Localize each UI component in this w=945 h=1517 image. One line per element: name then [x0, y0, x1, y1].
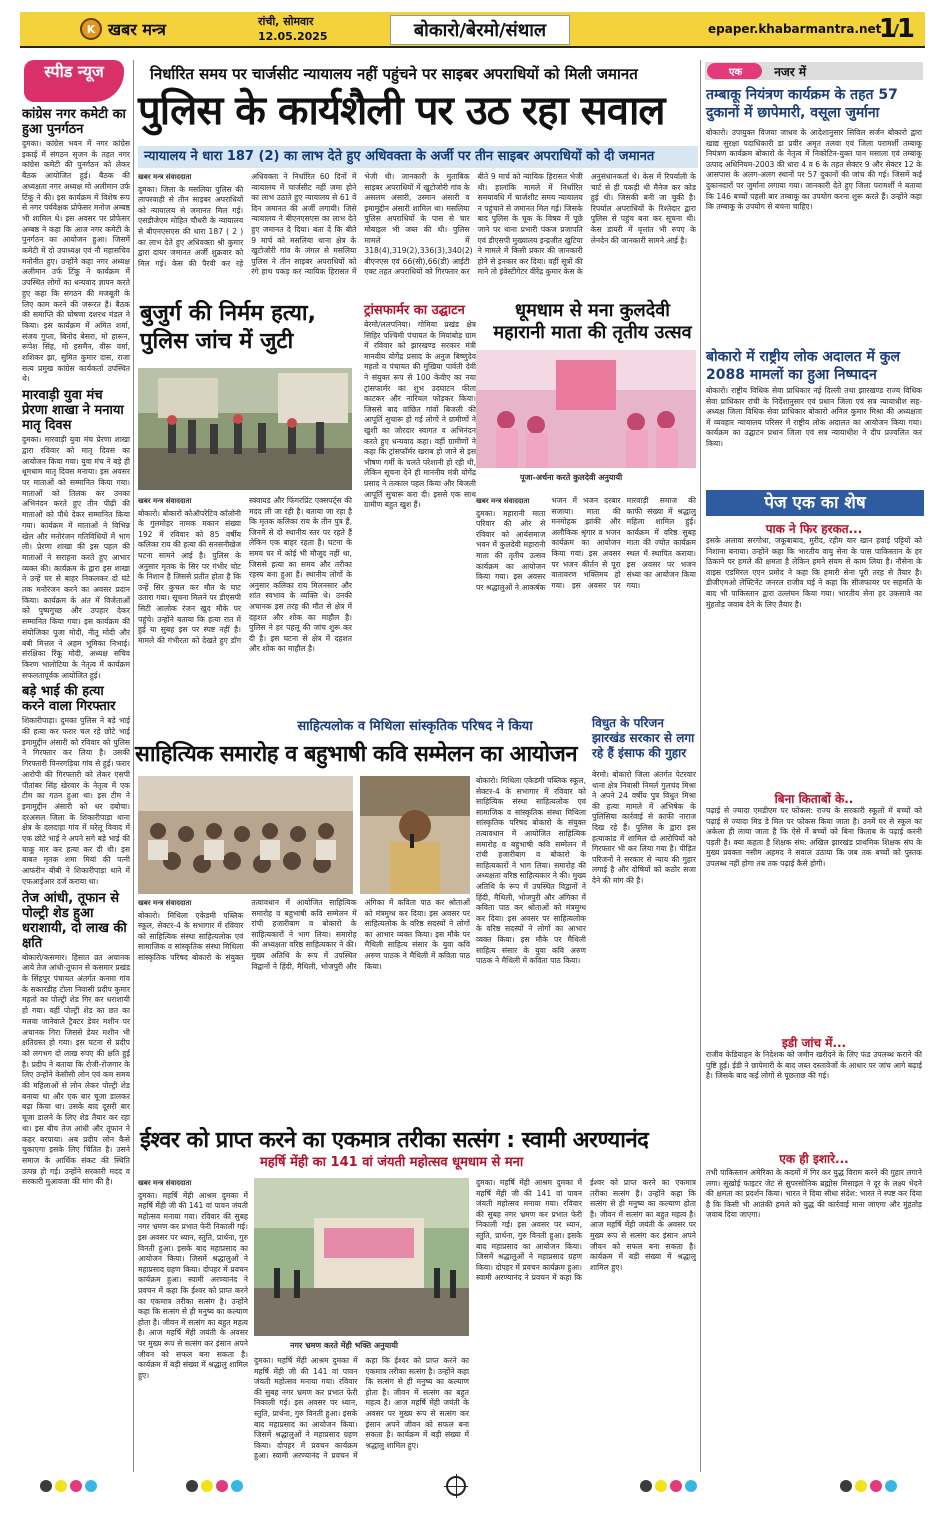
kuldevi-body	[476, 496, 696, 701]
sahitya-body-right: बोकारो। मिथिला एकेडमी पब्लिक स्कूल, सेक्टर-4 के सभागार में रविवार को साहित्यिक संस्था साहित्यलोक एवं सामाजिक व सांस्कृतिक संस्था मिथिला सांस्कृतिक परिषद बोकारो के संयुक्त तत्वावधान में आयोजित साहित्यिक समारोह व बहुभाषी कवि सम्मेलन में रांची हजारीबाग व बोकारो के साहित्यकारों ने भाग लिया। समारोह की अध्यक्षता वरिष्ठ साहित्यकार ने की। मुख्य अतिथि के रूप में उपस्थित विद्वानों ने हिंदी, मैथिली, भोजपुरी और अंगिका में कविता पाठ कर श्रोताओं को मंत्रमुग्ध कर दिया। इस अवसर पर साहित्यलोक के वरिष्ठ सदस्यों ने लोगों का आभार व्यक्त किया। इस मौके पर मैथिली साहित्य संसार के युवा कवि अरुण पाठक ने मैथिली में कविता पाठ किया।	[476, 776, 586, 966]
tobacco-body: बोकारो। उपायुक्त विजया जाधव के आदेशानुसार सिविल सर्जन बोकारो द्वारा खाद्य सुरक्षा पदाधिकारी डा प्रवीर अमृत तलवा एवं जिला परामर्शी तम्बाकू नियंत्रण कार्यक्रम बोकारो के नेतृत्व में निकोटिन-युक्त पान मसाला एवं तम्बाकू उत्पाद अधिनियम-2003 की धारा 4 व 6 के तहत सेक्टर 9 और सेक्टर 12 के आसपास के अलग-अलग स्थानों पर 57 दुकानों की जांच की गई। जिसमें कई दुकानदारों पर जुर्माना लगाया गया। जानकारी देते हुए जिला परामर्शी ने बताया कि 146 बच्चों पहली बार तम्बाकू का उपयोग करना शुरू करते हैं। उन्होंने कहा कि तम्बाकू के उपयोग से बचना चाहिए।	[706, 128, 922, 212]
murder-scene-image	[138, 368, 352, 490]
page-ek-shesh-banner: पेज एक का शेष	[706, 490, 924, 516]
satsang-text: दुमका। महर्षि मेंही आश्रम दुमका में महर्षि मेंही जी की 141 वां पावन जंयती महोत्सव मनाया गया। रविवार की सुबह नगर भ्रमण कर प्रभात फेरी निकाली गई। इस अवसर पर ध्यान, स्तुति, प्रार्थना, गुरु विनती हुआ। इसके बाद महाप्रसाद का आयोजन किया। जिसमें श्रद्धालुओं ने महाप्रसाद ग्रहण किया। दोपहर में प्रवचन कार्यक्रम हुआ। स्वामी अरण्यानंद ने प्रवचन में कहा कि ईश्वर को प्राप्त करने का एकमात्र तरीका सत्संग है। उन्होंने कहा कि सत्संग से ही मनुष्य का कल्याण होता है। जीवन में सत्संग का बहुत महत्व है। आज महर्षि मेंही जयंती के अवसर पर मुख्य रूप से सत्संग कर इंसान अपने जीवन को सफल बना सकता है। कार्यक्रम में बड़ी संख्या में श्रद्धालु शामिल हुए।	[138, 1190, 248, 1380]
byline: खबर मन्त्र संवाददाता	[138, 497, 192, 505]
satsang-photo	[254, 1178, 469, 1336]
lokadalat-body: बोकारो। राष्ट्रीय विधिक सेवा प्राधिकार नई दिल्ली तथा झारखण्ड राज्य विधिक सेवा प्राधिकार रांची के निर्देशानुसार एवं प्रधान जिला एवं सत्र न्यायाधीश सह-अध्यक्ष जिला विधिक सेवा प्राधिकार बोकारो अनिल कुमार मिश्रा की अध्यक्षता में व्यवहार न्यायालय परिसर में राष्ट्रीय लोक अदालत का आयोजन किया गया। कार्यक्रम का उद्घाटन प्रधान जिला एवं सत्र न्यायाधीश ने दीप प्रज्वलित कर किया।	[706, 386, 922, 448]
registration-dot	[855, 1480, 867, 1492]
brand-logo-icon: K	[80, 18, 102, 40]
satsang-headline: ईश्वर को प्राप्त करने का एकमात्र तरीका सत्संग : स्वामी अरण्यानंद	[140, 1128, 649, 1153]
registration-dot	[186, 1480, 198, 1492]
murder-text: बोकारो। बोकारो कोऑपरेटिव कॉलोनी के गुलमोहर नामक मकान संख्या 192 में रविवार को 85 वर्षीय कलिका राय की हत्या की सनसनीखेज घटना सामने आई है। पुलिस के अनुसार मृतक के सिर पर गंभीर चोट के निशान है जिससे प्रतीत होता है कि उन्हें सिर कुचल कर मौत के घाट उतारा गया। सूचना मिलने पर डीएसपी सिटी आलोक रंजन खुद मौके पर पहुंचे। उन्होंने बताया कि हत्या रात में हुई या सुबह इस पर स्पष्ट नहीं है। मामले की गंभीरता को देखते हुए डॉग स्क्वायड और फिंगरप्रिंट एक्सपर्ट्स की मदद ली जा रही है। बताया जा रहा है कि मृतक कलिका राय के तीन पुत्र हैं, जिनमें से दो स्थानीय स्तर पर रहते हैं लेकिन एक बाहर रहता है। घटना के समय घर में कोई भी मौजूद नहीं था, जिससे हत्या का समय और तरीका रहस्य बना हुआ है। स्थानीय लोगों के अनुसार कलिका राय मिलनसार और शांत स्वभाव के व्यक्ति थे। उनकी अचानक इस तरह की मौत से क्षेत्र में दहशत और शोक का माहौल है। पुलिस ने हर पहलू की जांच शुरू कर दी है। इस घटना से क्षेत्र में दहशत और शोक का माहौल है।	[138, 496, 352, 654]
byline: खबर मन्त्र संवाददाता	[138, 173, 192, 181]
color-registration-left	[40, 1480, 97, 1496]
satsang-body-left	[138, 1178, 248, 1468]
issue-date: 12.05.2025	[258, 30, 328, 43]
registration-dot	[201, 1480, 213, 1492]
column-divider	[700, 60, 701, 1472]
byline: खबर मन्त्र संवाददाता	[138, 1179, 192, 1187]
satsang-body-right: दुमका। महर्षि मेंही आश्रम दुमका में महर्षि मेंही जी की 141 वां पावन जंयती महोत्सव मनाया गया। रविवार की सुबह नगर भ्रमण कर प्रभात फेरी निकाली गई। इस अवसर पर ध्यान, स्तुति, प्रार्थना, गुरु विनती हुआ। इसके बाद महाप्रसाद का आयोजन किया। जिसमें श्रद्धालुओं ने महाप्रसाद ग्रहण किया। दोपहर में प्रवचन कार्यक्रम हुआ। स्वामी अरण्यानंद ने प्रवचन में कहा कि ईश्वर को प्राप्त करने का एकमात्र तरीका सत्संग है। उन्होंने कहा कि सत्संग से ही मनुष्य का कल्याण होता है। जीवन में सत्संग का बहुत महत्व है। आज महर्षि मेंही जयंती के अवसर पर मुख्य रूप से सत्संग कर इंसान अपने जीवन को सफल बना सकता है। कार्यक्रम में बड़ी संख्या में श्रद्धालु शामिल हुए।	[476, 1178, 696, 1283]
masthead-strip	[20, 12, 925, 48]
brand	[20, 18, 166, 40]
kuldevi-text: दुमका। महारानी माता परिवार की ओर से रविवार को आर्यसमाज भवन में कुलदेवी महारानी माता की तृतीय उत्सव कार्यक्रम का आयोजन किया गया। इस अवसर पर श्रद्धालुओं ने आकर्षक भजन में भजन दरबार सजाया। माता की मनमोहक झांकी और अलौकिक श्रृंगार व भजन कार्यक्रम का आयोजन किया गया। इस अवसर पर भजन कीर्तन से पूरा वातावरण भक्तिमय हो गया। इस अवसर पर मारवाड़ी समाज की काफी संख्या में श्रद्धालु महिला शामिल हुई। कार्यक्रम में वरिष्ठ सुबह माता की ज्योत कार्यक्रम स्थल में स्थापित कराया। इस अवसर पर भजन संध्या का आयोजन किया गया।	[476, 496, 696, 592]
sahitya-body-left	[138, 898, 470, 1113]
section-title: बोकारो/बेरमो/संथाल	[390, 15, 570, 45]
transformer-body: बेरमो/ललपनिया। गोमिया प्रखंड क्षेत्र सिहिर पश्चिमी पंचायत के मियांबोड़ ग्राम में रविवार को झारखण्ड सरकार मंत्री मानवीय योगेंद्र प्रसाद के अनुज बिष्णुदेव महतो व पंचायत की मुखिया पार्वती देवी ने संयुक्त रूप से 100 केवीए का नया ट्रांसफार्मर का शुभ उदघाटन फीता काटकर और नारियल फोड़कर किया। जिससे बाद वांछित गांवों बिजली की आपूर्ति सुचारू हो गई लोगों ने ग्रामीणों ने खुशी का जोरदार स्वागत व अभिनंदन करते हुए धन्यवाद कहा। वहीं ग्रामीणों ने कहा कि ट्रांसफॉर्मर खराब हो जाने से इस भीषण गर्मी के चलते परेशानी हो रही थी, लेकिन सूचना देने ही माननीय मंत्री योगेंद्र प्रसाद ने तत्काल पहल किया और बिजली आपूर्ति सुचारू करा दी। इससे एक साथ ग्रामीण बहुत खुश हैं।	[364, 320, 476, 510]
left-story-title: बड़े भाई की हत्या करने वाला गिरफ्तार	[22, 684, 116, 715]
left-news-column	[22, 104, 130, 1474]
registration-dot	[670, 1480, 682, 1492]
speed-news-badge: स्पीड न्यूज	[24, 60, 124, 102]
registration-crosshair-icon	[446, 1476, 466, 1496]
tobacco-headline: तम्बाकू नियंत्रण कार्यक्रम के तहत 57 दुकानों में छापेमारी, वसूला जुर्माना	[706, 87, 898, 121]
sahitya-photo-audience	[138, 776, 353, 894]
epaper-link[interactable]: epaper.khabarmantra.net	[708, 22, 882, 36]
pak-body: इसके अलावा सरगोधा, जकूबाबाद, मुरीद, रहीम यार खान हवाई पट्टियों को निशाना बनाया। उन्होंने कहा कि भारतीय वायु सेना के पास पाकिस्तान के हर ठिकाने पर हमले की क्षमता है लेकिन हमने संयम से काम लिया है। नौसेना के वाइस एडमिरल एएन प्रमोद ने कहा कि हमारी सेना पूरी तरह से तैयार है। डीजीएमओ लेफ्टिनेंट जनरल राजीव घई ने कहा कि सीजफायर पर सहमति के बाद भी पाकिस्तान द्वारा उल्लंघन किया गया। भारतीय सेना हर उकसावे का मुंहतोड़ जवाब देने के लिए तैयार है।	[706, 536, 922, 609]
color-registration-midleft	[186, 1480, 243, 1496]
column-divider	[133, 60, 134, 1472]
brand-name: खबर मन्त्र	[108, 20, 166, 39]
lead-text: दुमका। जिला के मसलिया पुलिस की लापरवाही से तीन साइबर अपराधियों को न्यायालय से जमानत मिल गई। एसडीजेएम मोहित चौधरी के न्यायालय से बीएनएसएस की धारा 187 ( 2 ) का लाभ देते हुए अधिवक्ता श्री कुमार द्वारा दायर जमानत अर्जी शुक्रवार को मिल गई। केस की पैरवी कर रहे अधिवक्ता ने निर्धारित 60 दिनों में न्यायालय में चार्जसीट नहीं जमा होने का लाभ उठाते हुए न्यायालय से 61 वें दिन जमानत की अर्जी लगायी। जिसे न्यायालय ने बीएनएसएस का लाभ देते हुए जमानत दे दिया। बता दें कि बीते 9 मार्च को मसलिया थाना क्षेत्र के खुटोजोरी गांव के जंगल से मसलिया पुलिस ने तीन साइबर अपराधियों को रंगे हाथ पकड़ कर न्यायिक हिरासत में भेजी थी। जानकारी के मुताबिक साइबर अपराधियों में खुटोजोरी गांव के असलम अंसारी, उस्मान अंसारी व इमामुद्दीन अंसारी शामिल था। मसलिया पुलिस अपराधियों के पास से चार मोबाइल भी जब्त की थी। पुलिस मामले में 318(4),319(2),336(3),340(2) बीएनएस एवं 66(सी),66(डी) आईटी एक्ट तहत अपराधियों को गिरफ्तार कर बीते 9 मार्च को न्यायिक हिरासत भेजी थी। हालांकि मामले में निर्धारित समयावधि में चार्जशीट समय न्यायालय न पहुंचाने से जमानत मिल गई। जिसके बाद पुलिस के चूक के विषय में पूछे जाने पर थाना प्रभारी पंकज प्रजापति एवं डीएसपी मुख्यालय इन्द्रजीत खुटिया ने मामले में किसी प्रकार की जानकारी होने से इनकार कर दिया। वहीं सूत्रों की माने तो इंवेस्टीगेटर वीरेंद्र कुमार केस के अनुसंधानकर्ता थे। केस में रिपर्याली के चार्ट से ही पकड़ी थी मैनेज कर कोड हुई थी। जिसकी बनी जा चुकी है। रिपर्याल अपराधियों के रिश्तेदार द्वारा पुलिस से पहुंच बना कर सूचना थी। केस डायरी में वृत्तांत भी रुपए के लेनदेन की जानकारी सामने आई है।	[138, 172, 696, 277]
bina-subhead: बिना किताबों के..	[774, 792, 854, 806]
color-registration-right	[840, 1480, 897, 1496]
left-story-title: तेज आंधी, तूफान से पोल्ट्री शेड हुआ धराशायी, दो लाख की क्षति	[22, 890, 127, 951]
left-story-text: दुमका। कांग्रेस भवन में नगर कांग्रेस इकाई में संगठन सृजन के तहत नगर कांग्रेस कमेटी की पुनर्गठन को लेकर बैठक आयोजित हुई। बैठक की अध्यक्षता नगर अध्यक्ष मो अलीमान उर्फ टिंकू ने की। इस कार्यक्रम में विशेष रूप से नगर पर्यवेक्षक प्रोफेसर मनोज अम्बष्ठ भी शामिल थे। इस अवसर पर प्रोफेसर अम्बष्ठ ने कहा कि आज नगर कमेटी के पुनर्गठन का आयोजन हुआ। जिसमें कमेटी में दो उपाध्यक्ष एवं नौ महासचिव मनोनीत हुए। उन्होंने कहा नगर अध्यक्ष अलीमान उर्फ टिंकू ने कार्यक्रम में उपस्थित लोगों का धन्यवाद ज्ञापन करते हुए कहा कि संगठन की मजबूती के लिए काम करने की जरूरत है। बैठक की समाप्ति की घोषणा दशरथ मंडल ने किया। इस कार्यक्रम में अमित शर्मा, संजय गुप्ता, बिनोद बेसरा, मो हारून, रूपेश सिंह, मो हसमैन, वीरू वर्मा, शशिकर झा, सुमित कुमार दास, राजा सत्य प्रमुख कांग्रेस कार्यकर्ता उपस्थित थे।	[22, 139, 130, 384]
byline: खबर मन्त्र संवाददाता	[476, 497, 530, 505]
registration-dot	[55, 1480, 67, 1492]
registration-dot	[40, 1480, 52, 1492]
speaker-image	[360, 776, 470, 894]
page-number: 11	[878, 14, 915, 44]
procession-image	[254, 1178, 469, 1336]
registration-dot	[655, 1480, 667, 1492]
byline: खबर मन्त्र संवाददाता	[138, 899, 192, 907]
satsang-caption: नगर भ्रमण करते मेंही भक्ति अनुयायी	[290, 1341, 398, 1350]
vidhut-body: बेरमो। बोकारो जिला अंतर्गत पेटरवार थाना क्षेत्र निवासी निमर्ल गुलचंद मिश्रा ने अपने 24 वर्षीय पुत्र विधुत मिश्रा की हत्या मामले में अभिषेक के पुलिसिया कार्रवाई से काफी नाराज दिख रहे हैं। पुलिस के द्वारा इस हत्याकांड में शामिल दो आरोपियों को गिरफ्तार भी कर लिया गया है। पीड़ित परिजनों ने सरकार से न्याय की गुहार लगाई है और दोषियों को कठोर सजा देने की मांग की है।	[592, 770, 696, 885]
murder-headline: बुजुर्ग की निर्मम हत्या, पुलिस जांच में जुटी	[140, 301, 316, 354]
lead-headline: पुलिस के कार्यशैली पर उठ रहा सवाल	[138, 88, 665, 134]
sahitya-banner: साहित्यलोक व मिथिला सांस्कृतिक परिषद ने किया	[297, 719, 533, 734]
lokadalat-headline: बोकारो में राष्ट्रीय लोक अदालत में कुल 2088 मामलों का हुआ निष्पादन	[706, 349, 900, 383]
registration-dot	[85, 1480, 97, 1492]
ek-ishare-subhead: एक ही इशारे...	[779, 1152, 849, 1166]
kuldevi-photo	[476, 350, 696, 468]
registration-dot	[870, 1480, 882, 1492]
city-day: रांची, सोमवार	[258, 15, 314, 28]
ek-ishare-body: तभी पाकिस्तान अमेरिका के कदमों में गिर कर युद्ध विराम करने की गुहार लगाने लगा। सूखोई फाइटर जेट से सुपरसोनिक ब्रह्मोस मिसाइल ने दूर के लक्ष्य भेदने की क्षमता का प्रदर्शन किया। भारत ने दिया सीधा संदेश: भारत ने स्पष्ट कर दिया है कि किसी भी आतंकी हमले को युद्ध की कार्रवाई माना जाएगा और मुंहतोड़ जवाब दिया जाएगा।	[706, 1168, 922, 1220]
kuldevi-headline: धूमधाम से मना कुलदेवी महारानी माता की तृतीय उत्सव	[493, 300, 692, 343]
ed-body: राजीव केडियाहन के निदेशक को जमीन खरीदने के लिए फंड उपलब्ध कराने की पुष्टि हुई। ईडी ने छापेमारी के बाद जब्त दस्तावेजों के आधार पर जांच आगे बढ़ाई है। जिसके बाद कई लोगों से पूछताछ की गई।	[706, 1050, 922, 1081]
dateline	[258, 14, 328, 44]
ek-label: एक	[707, 63, 762, 79]
lead-kicker: निर्धारित समय पर चार्जसीट न्यायालय नहीं पहुंचने पर साइबर अपराधियों को मिली जमानत	[150, 65, 638, 83]
sahitya-text: बोकारो। मिथिला एकेडमी पब्लिक स्कूल, सेक्टर-4 के सभागार में रविवार को साहित्यिक संस्था साहित्यलोक एवं सामाजिक व सांस्कृतिक संस्था मिथिला सांस्कृतिक परिषद बोकारो के संयुक्त तत्वावधान में आयोजित साहित्यिक समारोह व बहुभाषी कवि सम्मेलन में रांची हजारीबाग व बोकारो के साहित्यकारों ने भाग लिया। समारोह की अध्यक्षता वरिष्ठ साहित्यकार ने की। मुख्य अतिथि के रूप में उपस्थित विद्वानों ने हिंदी, मैथिली, भोजपुरी और अंगिका में कविता पाठ कर श्रोताओं को मंत्रमुग्ध कर दिया। इस अवसर पर साहित्यलोक के वरिष्ठ सदस्यों ने लोगों का आभार व्यक्त किया। इस मौके पर मैथिली साहित्य संसार के युवा कवि अरुण पाठक ने मैथिली में कविता पाठ किया।	[138, 898, 470, 971]
registration-dot	[685, 1480, 697, 1492]
satsang-body-mid: दुमका। महर्षि मेंही आश्रम दुमका में महर्षि मेंही जी की 141 वां पावन जंयती महोत्सव मनाया गया। रविवार की सुबह नगर भ्रमण कर प्रभात फेरी निकाली गई। इस अवसर पर ध्यान, स्तुति, प्रार्थना, गुरु विनती हुआ। इसके बाद महाप्रसाद का आयोजन किया। जिसमें श्रद्धालुओं ने महाप्रसाद ग्रहण किया। दोपहर में प्रवचन कार्यक्रम हुआ। स्वामी अरण्यानंद ने प्रवचन में कहा कि ईश्वर को प्राप्त करने का एकमात्र तरीका सत्संग है। उन्होंने कहा कि सत्संग से ही मनुष्य का कल्याण होता है। जीवन में सत्संग का बहुत महत्व है। आज महर्षि मेंही जयंती के अवसर पर मुख्य रूप से सत्संग कर इंसान अपने जीवन को सफल बना सकता है। कार्यक्रम में बड़ी संख्या में श्रद्धालु शामिल हुए।	[254, 1356, 469, 1461]
registration-dot	[840, 1480, 852, 1492]
ek-nazar-tag	[705, 62, 923, 80]
lead-body	[138, 172, 696, 292]
registration-dot	[640, 1480, 652, 1492]
kuldevi-caption: पूजा-अर्चना करते कुलदेवी अनुयायी	[520, 473, 623, 482]
registration-dot	[231, 1480, 243, 1492]
registration-dot	[70, 1480, 82, 1492]
registration-dot	[216, 1480, 228, 1492]
satsang-subheadline: महर्षि मेंही का 141 वां जंयती महोत्सव धूमधाम से मना	[260, 1155, 524, 1170]
lead-subheadline: न्यायालय ने धारा 187 (2) का लाभ देते हुए अधिवक्ता के अर्जी पर तीन साइबर अपराधियों को दी जमानत	[138, 146, 698, 168]
transformer-headline: ट्रांसफार्मर का उद्घाटन	[364, 303, 465, 318]
murder-body	[138, 496, 352, 701]
left-story-text: दुमका। मारवाड़ी युवा मंच प्रेरणा शाखा द्वारा रविवार को मातृ दिवस का आयोजन किया गया। युवा मंच ने बड़े ही धूमधाम मातृ दिवस मनाया। इस अवसर पर माताओं को सम्मानित किया गया। माताओं को तिलक कर उनका अभिनंदन करते हुए तीन पीढ़ी की माताओं को पौधे देकर सम्मानित किया गया। कार्यक्रम में माताओं ने विभिन्न खेल और मनोरंजन गतिविधियों में भाग ली। प्रेरणा शाखा की इस पहल की माताओं ने सराहना करते हुए आभार व्यक्त की। कार्यक्रम के द्वारा इस शाखा ने उन्हें घर से बाहर निकलकर दो घंटे तक मनोरंजन करने का अवसर प्रदान किया। कार्यक्रम के अंत में विजेताओं को पुष्पगुच्छ और उपहार देकर सम्मानित किया गया। इस कार्यक्रम की संयोजिका पूजा मोदी, नीतू मोदी और बबी मित्तल ने अहम भूमिका निभाई। संरक्षिका रिंकू मोदी, अध्यक्ष सचिव किरण भालोटिया के नेतृत्व में कार्यक्रम सफलतापूर्वक आयोजित हुई।	[22, 435, 130, 680]
bina-body: पढ़ाई से ज्यादा एमडीएम पर फोकस: राज्य के सरकारी स्कूलों में बच्चों को पढ़ाई से ज्यादा मिड डे मिल पर फोकस किया जाता है। उनमें घर से स्कूल का अकेला ही लाया जाता है कि ऐसे में बच्चों को बिना किताब के पढ़ाई करनी पड़ती है। क्या कहता है शिक्षक संघ: अखिल झारखंड प्राथमिक शिक्षक संघ के मुख्य प्रवक्ता नसीम अहमद ने सवाल उठाया कि जब तक बच्चों को पुस्तक उपलब्ध नहीं होगा तब तक पढ़ाई कैसे होगी।	[706, 806, 922, 868]
sahitya-headline: साहित्यिक समारोह व बहुभाषी कवि सम्मेलन का आयोजन	[135, 742, 578, 767]
kuldevi-image	[476, 350, 696, 468]
left-story-text: शिकारीपाड़ा। दुमका पुलिस ने बड़े भाई की हत्या कर फरार चल रहे छोटे भाई इमामुद्दीन अंसारी को रविवार को पुलिस ने गिरफ्तार कर लिया है। उसकी गिरफ्तारी पिनरगड़िया गांव से हुई। फरार आरोपी की गिरफ्तारी को लेकर एसपी पीतांबर सिंह खेरवार के नेतृत्व में एक टीम का गठन हुआ था। इस टीम ने इमामुद्दीन अंसारी को धर दबोचा। दरअसल जिला के शिकारीपाड़ा थाना क्षेत्र के दलदाहा गांव में घरेलू विवाद में एक छोटे भाई ने अपने सगे बड़े भाई की चाकू मार कर हत्या कर दी थी। इस बाबत मृतक शमा मियां की पत्नी आफरीन बीबी ने शिकारीपाड़ा थाने में एफआईआर दर्ज कराया था।	[22, 716, 130, 886]
registration-dot	[885, 1480, 897, 1492]
ed-subhead: इडी जांच में...	[781, 1036, 847, 1050]
left-story-text: बोकारो/कसमार। हिसात व्रत अचानक आये तेज आंधी-तूफान से कसमार प्रखंड के सिंहपुर पंचायत अंतर्गत कनमा गांव के सकारडीह टोला निवासी प्रदीप कुमार महतो का पोल्ट्री शेड गिर कर धराशायी हो गया। वहीं पोल्ट्री शेड का छत का मलवा जानेवाले ट्रैक्टर डेयर मशीन पर अचानक गिरा जिससे डेयर मशीन भी क्षतिग्रस्त हो गया। इस घटना से प्रदीप को लगभग दो लाख रुपए की क्षति हुई है। प्रदीप ने बताया कि रोजी-रोजगार के लिए उन्होंने केसीसी लोन एवं कम समय की महिलाओं से लोन लेकर पोल्ट्री शेड बनाया था और एक बार चूजा डालकर बढ़ा किया था। उसके बाद दूसरी बार चूजा डालने के लिए शेड तैयार कर रहा था। इस बीच तेज आंधी और तूफान ने कहर बरपाया। अब प्रदीप लोन कैसे चुकाएगा इसके लिए चिंतित है। उसने समाज के आर्थिक संकट की स्थिति उत्पन्न हो गई। उन्होंने सरकारी मदद व सरकारी मुआवजा की मांग की है।	[22, 952, 130, 1187]
vidhut-headline: विधुत के परिजन झारखंड सरकार से लगा रहे हैं इंसाफ की गुहार	[592, 716, 695, 760]
pak-subhead: पाक ने फिर हरकत...	[765, 522, 863, 536]
murder-scene-photo	[138, 368, 352, 490]
audience-image	[138, 776, 353, 894]
color-registration-midright	[640, 1480, 697, 1496]
nazar-label: नजर में	[774, 64, 807, 79]
left-story-title: मारवाड़ी युवा मंच प्रेरणा शाखा ने मनाया मातृ दिवस	[22, 388, 124, 434]
left-story-title: कांग्रेस नगर कमेटी का हुआ पुनर्गठन	[22, 107, 126, 137]
sahitya-photo-speaker	[360, 776, 470, 894]
